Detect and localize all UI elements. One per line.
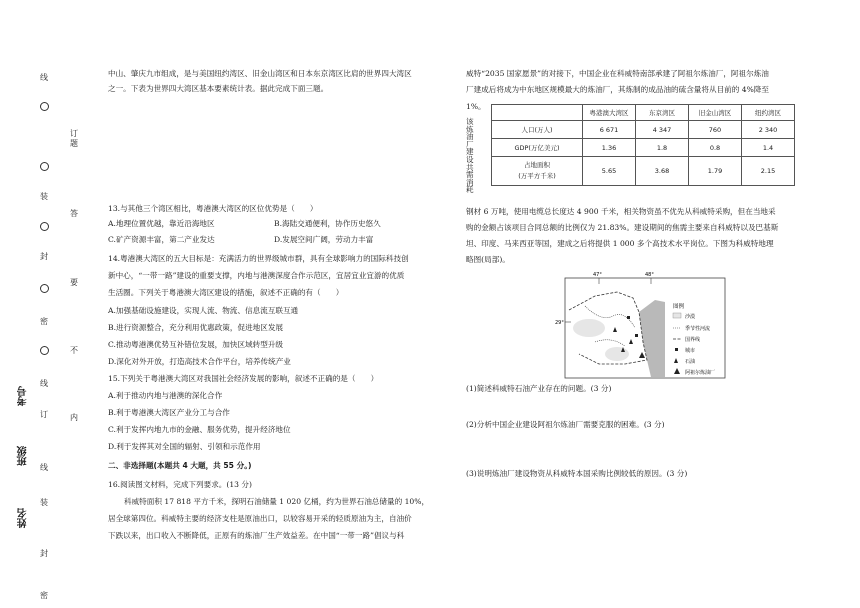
seal-word: 密: [40, 591, 48, 600]
table-cell: 1.8: [636, 139, 689, 157]
seal-word: 答: [70, 209, 78, 218]
binding-hole-icon: [40, 222, 49, 231]
seal-word: 线: [40, 73, 48, 82]
desert-area: [573, 319, 605, 337]
seal-word: 内: [70, 413, 78, 422]
q15-option-b: B.利于粤港澳大湾区产业分工与合作: [108, 408, 230, 417]
binding-hole-icon: [40, 284, 49, 293]
exam-number-label: 考号: [18, 386, 29, 406]
q16-body-3: 下跌以来，出口收入不断降低，正原有的炼油厂生产效益差。在中国“一带一路”倡议与科: [108, 531, 405, 540]
q15-option-a: A.利于推动内地与港澳的深化合作: [108, 391, 223, 400]
right-para-7: 略图(局部)。: [466, 255, 510, 264]
side-word: 炼: [466, 124, 474, 134]
q14-option-a: A.加强基础设施建设，实现人流、物流、信息流互联互通: [108, 306, 299, 315]
table-row: [492, 121, 795, 139]
q13-option-b: B.海陆交通便利，协作历史悠久: [274, 219, 381, 228]
q14-option-d: D.深化对外开放，打造高技术合作平台，培养传统产业: [108, 357, 291, 366]
seal-word: 装: [40, 192, 48, 201]
q14-stem-3: 生活圈。下列关于粤港澳大湾区建设的措施，叙述不正确的有（ ）: [108, 288, 344, 297]
q14-option-b: B.进行资源整合，充分利用优惠政策，促进地区发展: [108, 323, 284, 332]
subquestion-1: (1)简述科威特石油产业存在的问题。(3 分): [466, 384, 612, 393]
table-cell: 4 347: [636, 121, 689, 139]
binding-margin: [0, 0, 78, 608]
table-cell: 1.36: [583, 139, 636, 157]
q13-option-c: C.矿产资源丰富，第二产业发达: [108, 235, 215, 244]
q13-option-d: D.发展空间广阔，劳动力丰富: [274, 235, 374, 244]
q14-stem-2: 新中心，“一带一路”建设的重要支撑，内地与港澳深度合作示范区，宜居宜业宜游的优质: [108, 271, 405, 280]
class-label: 班级: [18, 446, 29, 466]
table-row-label: [492, 157, 583, 186]
legend-item: 阿祖尔炼油厂: [685, 370, 716, 376]
table-header-cell: [492, 105, 583, 121]
intro-line-2: 之一。下表为世界四大湾区基本要素统计表。据此完成下面三题。: [108, 84, 329, 93]
legend-desert-swatch: [673, 313, 681, 318]
subquestion-3: (3)说明炼油厂建设物资从科威特本国采购比例较低的原因。(3 分): [466, 469, 688, 478]
legend-item: 沙漠: [685, 314, 696, 320]
desert-area: [605, 347, 629, 361]
table-header-cell: 纽约湾区: [742, 105, 795, 121]
table-row: [492, 157, 795, 186]
table-header-cell: 粤港澳大湾区: [583, 105, 636, 121]
table-cell: 6 671: [583, 121, 636, 139]
seal-word: 装: [40, 498, 48, 507]
subquestion-2: (2)分析中国企业建设阿祖尔炼油厂需要克服的困难。(3 分): [466, 420, 665, 429]
seal-word: 订: [70, 129, 78, 138]
side-word: 共: [466, 162, 474, 172]
right-para-1: 威特“2035 国家愿景”的对接下，中国企业在科威特南部承建了阿祖尔炼油厂，阿祖尔炼油: [466, 69, 769, 78]
table-row-label-line: 占地面积: [524, 161, 550, 169]
side-word: 建: [466, 147, 474, 157]
city-marker: [635, 334, 638, 337]
side-word: 该: [466, 117, 474, 126]
seal-word: 封: [40, 549, 48, 558]
intro-line-1: 中山、肇庆九市组成，是与美国纽约湾区、旧金山湾区和日本东京湾区比肩的世界四大湾区: [108, 69, 412, 78]
legend-city-swatch: [675, 348, 678, 351]
q13-stem: 13.与其他三个湾区相比，粤港澳大湾区的区位优势是（ ）: [108, 204, 318, 213]
table-cell: 1.4: [742, 139, 795, 157]
q15-option-d: D.利于发挥其对全国的辐射、引领和示范作用: [108, 442, 261, 451]
seal-word: 封: [40, 252, 48, 261]
seal-word: 题: [70, 139, 78, 148]
lon-label-right: 48°: [645, 272, 654, 278]
q16-body-1: 科威特面积 17 818 平方千米，探明石油储量 1 020 亿桶，约为世界石油总储量的 10%，: [124, 497, 430, 506]
name-label: 姓名: [18, 508, 29, 528]
side-word: 设: [466, 155, 474, 164]
table-cell: 2 340: [742, 121, 795, 139]
table-row: [492, 139, 795, 157]
right-para-2: 厂建成后将成为中东地区规模最大的炼油厂，其炼制的成品油的硫含量将从目前的 4%降至: [466, 85, 770, 94]
q13-option-a: A.地理位置优越，靠近沿海地区: [108, 219, 215, 228]
q16-body-2: 居全球第四位。科威特主要的经济支柱是原油出口，以较容易开采的轻质原油为主，自油价: [108, 514, 412, 523]
binding-hole-icon: [40, 162, 49, 171]
city-marker: [627, 316, 630, 319]
table-cell: 1.79: [689, 157, 742, 186]
q15-option-c: C.利于发挥内地九市的金融、服务优势，提升经济地位: [108, 425, 291, 434]
right-para-6: 坦、印度、马来西亚等国，建成之后将提供 1 000 多个高技术水平岗位。下图为科威特地理: [466, 239, 774, 248]
right-para-3: 1%。: [466, 102, 486, 111]
q14-option-c: C.推动粤港澳优势互补错位发展，加快区域转型升级: [108, 340, 284, 349]
legend-item: 城市: [685, 348, 696, 354]
side-word: 消: [466, 177, 474, 187]
seal-word: 不: [70, 346, 78, 355]
table-cell: 5.65: [583, 157, 636, 186]
legend-title: 图例: [673, 304, 685, 310]
bay-area-table: [491, 104, 795, 186]
seal-word: 线: [40, 463, 48, 472]
seal-word: 密: [40, 317, 48, 326]
right-para-5: 购的金额占该项目合同总额的比例仅为 21.83%。建设期间的焦需主要来自科威特以及巴基斯: [466, 223, 779, 232]
table-header-row: [492, 105, 795, 121]
seal-word: 要: [70, 278, 78, 287]
lat-label: 29°: [555, 320, 564, 326]
table-cell: 3.68: [636, 157, 689, 186]
table-row-label-line: (万平方千米): [518, 172, 556, 180]
side-word: 厂: [466, 139, 474, 149]
table-cell: 0.8: [689, 139, 742, 157]
table-row-label: 人口(万人): [492, 121, 583, 139]
kuwait-map: [555, 272, 735, 384]
seal-word: 线: [40, 379, 48, 388]
q16-stem: 16.阅读图文材料，完成下列要求。(13 分): [108, 480, 252, 489]
q14-stem-1: 14.粤港澳大湾区的五大目标是：充满活力的世界级城市群，具有全球影响力的国际科技创: [108, 254, 409, 263]
section-2-title: 二、非选择题(本题共 4 大题，共 55 分。): [108, 461, 252, 470]
legend-item: 国界线: [685, 337, 701, 343]
binding-hole-icon: [40, 102, 49, 111]
table-cell: 2.15: [742, 157, 795, 186]
table-cell: 760: [689, 121, 742, 139]
legend-item: 季节性河流: [685, 326, 711, 332]
table-header-cell: 东京湾区: [636, 105, 689, 121]
right-para-4: 钢材 6 万吨，使用电缆总长度达 4 900 千米，相关物资虽不优先从科威特采购，但在当地采: [466, 207, 776, 216]
binding-hole-icon: [40, 346, 49, 355]
q15-stem: 15.下列关于粤港澳大湾区对我国社会经济发展的影响，叙述不正确的是（ ）: [108, 374, 379, 383]
side-word: 油: [466, 132, 474, 142]
side-word: 耗: [466, 185, 474, 195]
table-header-cell: 旧金山湾区: [689, 105, 742, 121]
lon-label-left: 47°: [593, 272, 602, 278]
side-word: 需: [466, 170, 474, 180]
seal-word: 订: [40, 410, 48, 419]
table-row-label: GDP(万亿美元): [492, 139, 583, 157]
legend-item: 石油: [685, 359, 696, 365]
